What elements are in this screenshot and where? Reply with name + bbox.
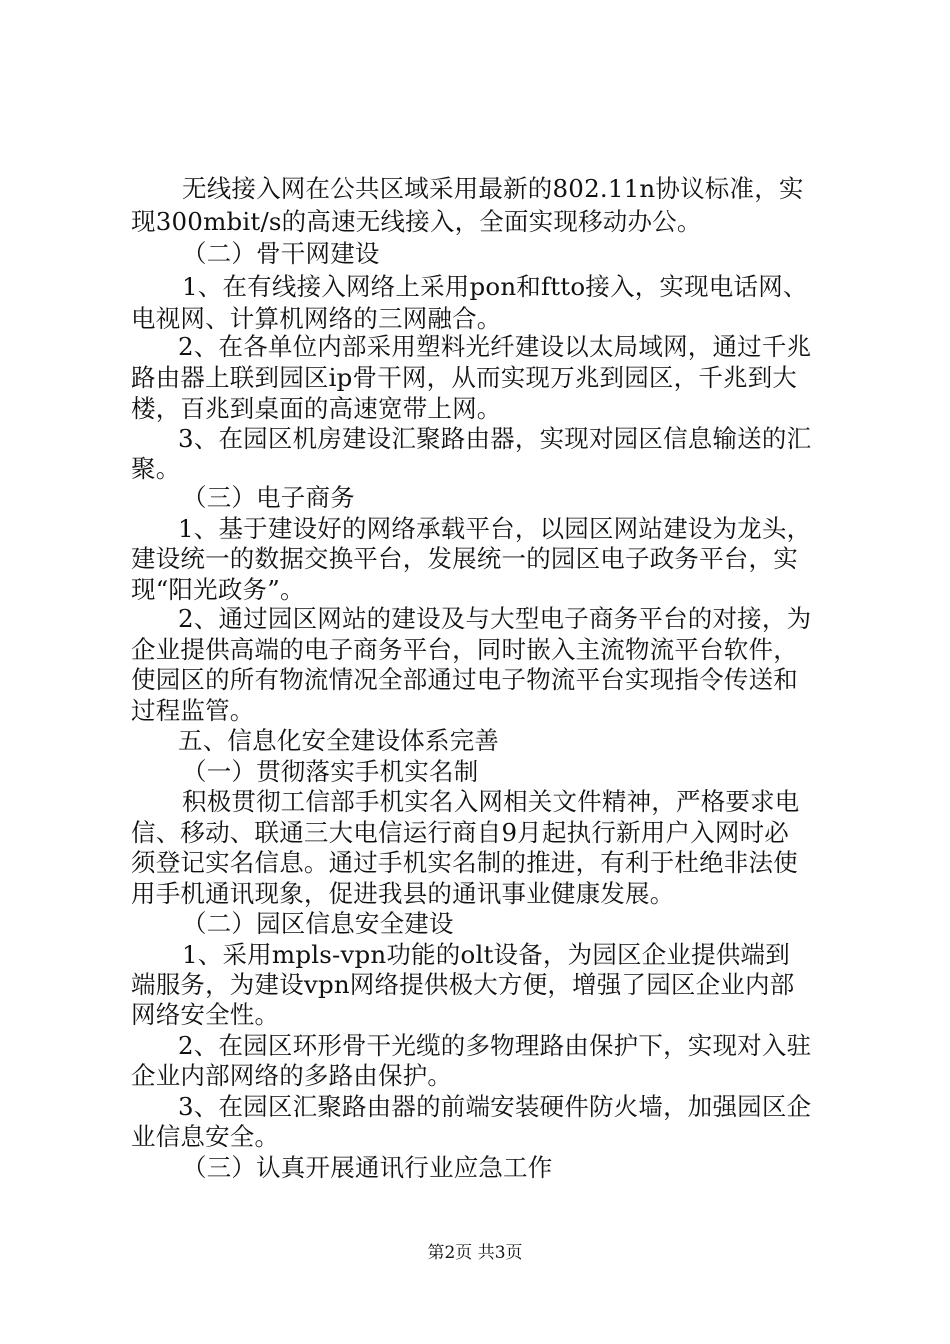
section-heading: （三）电子商务 [182, 483, 355, 512]
text-line: 现300mbit/s的高速无线接入，全面实现移动办公。 [131, 207, 702, 236]
text-line: 建设统一的数据交换平台，发展统一的园区电子政务平台，实 [131, 544, 798, 573]
text-line: 2、通过园区网站的建设及与大型电子商务平台的对接，为 [178, 604, 812, 633]
text-line: 电视网、计算机网络的三网融合。 [131, 304, 502, 333]
text-line: 业信息安全。 [131, 1122, 280, 1151]
text-line: 3、在园区汇聚路由器的前端安装硬件防火墙，加强园区企 [178, 1092, 812, 1121]
text-line: 1、在有线接入网络上采用pon和ftto接入，实现电话网、 [182, 272, 808, 301]
text-line: 须登记实名信息。通过手机实名制的推进，有利于杜绝非法使 [131, 848, 798, 877]
text-line: 无线接入网在公共区域采用最新的802.11n协议标准，实 [182, 174, 804, 203]
section-heading: （一）贯彻落实手机实名制 [182, 757, 479, 786]
section-heading: （三）认真开展通讯行业应急工作 [182, 1153, 553, 1182]
section-heading: （二）园区信息安全建设 [182, 909, 454, 938]
text-line: 3、在园区机房建设汇聚路由器，实现对园区信息输送的汇 [178, 424, 812, 453]
text-line: 用手机通讯现象，促进我县的通讯事业健康发展。 [131, 879, 675, 908]
text-line: 现“阳光政务”。 [131, 575, 305, 604]
text-line: 使园区的所有物流情况全部通过电子物流平台实现指令传送和 [131, 665, 798, 694]
text-line: 企业内部网络的多路由保护。 [131, 1061, 453, 1090]
text-line: 聚。 [131, 454, 181, 483]
text-line: 网络安全性。 [131, 1000, 280, 1029]
page-number-footer: 第2页 共3页 [427, 1243, 523, 1263]
text-line: 信、移动、联通三大电信运行商自9月起执行新用户入网时必 [131, 818, 789, 847]
text-line: 企业提供高端的电子商务平台，同时嵌入主流物流平台软件， [131, 635, 798, 664]
text-line: 过程监管。 [131, 696, 255, 725]
text-line: 2、在园区环形骨干光缆的多物理路由保护下，实现对入驻 [178, 1031, 812, 1060]
text-line: 1、基于建设好的网络承载平台，以园区网站建设为龙头， [178, 514, 812, 543]
text-line: 1、采用mpls-vpn功能的olt设备，为园区企业提供端到 [182, 940, 790, 969]
section-heading: （二）骨干网建设 [182, 239, 380, 268]
section-heading: 五、信息化安全建设体系完善 [178, 726, 500, 755]
text-line: 路由器上联到园区ip骨干网，从而实现万兆到园区，千兆到大 [131, 363, 798, 392]
text-line: 端服务，为建设vpn网络提供极大方便，增强了园区企业内部 [131, 970, 795, 999]
text-line: 2、在各单位内部采用塑料光纤建设以太局域网，通过千兆 [178, 332, 812, 361]
text-line: 积极贯彻工信部手机实名入网相关文件精神，严格要求电 [182, 787, 800, 816]
text-line: 楼，百兆到桌面的高速宽带上网。 [131, 394, 502, 423]
